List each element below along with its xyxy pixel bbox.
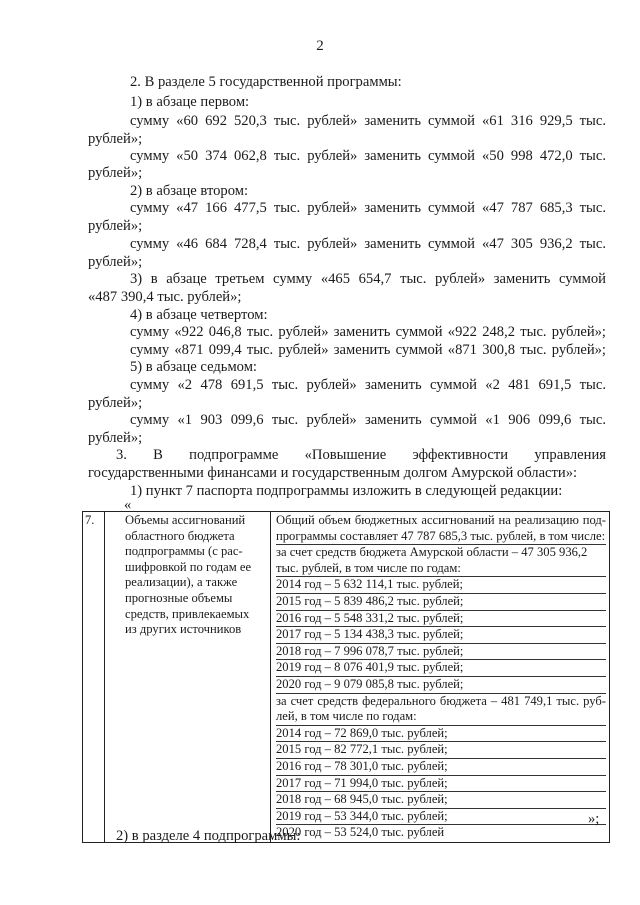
year-line: 2020 год – 9 079 085,8 тыс. рублей; <box>276 677 606 694</box>
year-line: 2015 год – 82 772,1 тыс. рублей; <box>276 742 606 759</box>
label-line: реализации), а также <box>125 575 238 590</box>
value-line: за счет средств федерального бюджета – 481 749,1 тыс. руб- <box>276 693 606 708</box>
item-2-heading: 2) в абзаце втором: <box>130 183 249 199</box>
paragraph-line: рублей»; <box>88 395 143 411</box>
year-line: 2020 год – 53 524,0 тыс. рублей <box>276 825 445 840</box>
year-line: 2016 год – 5 548 331,2 тыс. рублей; <box>276 611 606 628</box>
table-row <box>83 512 610 843</box>
paragraph-line: рублей»; <box>88 165 143 181</box>
paragraph-line: рублей»; <box>88 254 143 270</box>
year-line: 2014 год – 72 869,0 тыс. рублей; <box>276 726 606 743</box>
paragraph-line: сумму «871 099,4 тыс. рублей» заменить суммой «871 300,8 тыс. рублей»; <box>130 342 606 358</box>
value-line: лей, в том числе по годам: <box>276 709 606 726</box>
paragraph-line: сумму «1 903 099,6 тыс. рублей» заменить суммой «1 906 099,6 тыс. <box>130 412 606 428</box>
row-value <box>271 512 610 843</box>
label-line: прогнозные объемы <box>125 590 233 605</box>
paragraph-line: сумму «60 692 520,3 тыс. рублей» заменить суммой «61 316 929,5 тыс. <box>130 113 606 129</box>
paragraph-line: рублей»; <box>88 218 143 234</box>
section-2-heading: 2. В разделе 5 государственной программы: <box>130 74 402 90</box>
label-line: Объемы ассигнований <box>125 513 246 527</box>
page-number: 2 <box>316 38 324 54</box>
label-line: областного бюджета <box>125 528 235 543</box>
value-line: программы составляет 47 787 685,3 тыс. рублей, в том числе: <box>276 529 606 546</box>
paragraph-line: рублей»; <box>88 430 143 446</box>
paragraph-line: сумму «50 374 062,8 тыс. рублей» заменить суммой «50 998 472,0 тыс. <box>130 148 606 164</box>
year-line: 2018 год – 68 945,0 тыс. рублей; <box>276 792 606 809</box>
year-line: 2015 год – 5 839 486,2 тыс. рублей; <box>276 594 606 611</box>
paragraph-line: «487 390,4 тыс. рублей»; <box>88 289 242 305</box>
item-1-heading: 1) в абзаце первом: <box>130 94 250 110</box>
item-5-heading: 5) в абзаце седьмом: <box>130 359 257 375</box>
paragraph-line: сумму «2 478 691,5 тыс. рублей» заменить суммой «2 481 691,5 тыс. <box>130 377 606 393</box>
row-number: 7. <box>83 512 105 843</box>
year-line: 2017 год – 5 134 438,3 тыс. рублей; <box>276 627 606 644</box>
value-line: тыс. рублей, в том числе по годам: <box>276 561 606 578</box>
value-line: Общий объем бюджетных ассигнований на реализацию под- <box>276 513 606 527</box>
value-line: за счет средств бюджета Амурской области – 47 305 936,2 <box>276 545 588 560</box>
item-4-heading: 4) в абзаце четвертом: <box>130 307 268 323</box>
label-line: средств, привлекаемых <box>125 606 250 621</box>
label-line: шифровкой по годам ее <box>125 559 252 574</box>
year-line: 2019 год – 8 076 401,9 тыс. рублей; <box>276 660 606 677</box>
item-1-heading: 1) пункт 7 паспорта подпрограммы изложить в следующей редакции: <box>130 483 563 499</box>
section-3-heading: 3. В подпрограмме «Повышение эффективности управления <box>116 447 606 463</box>
year-line: 2019 год – 53 344,0 тыс. рублей; <box>276 809 606 826</box>
year-line: 2017 год – 71 994,0 тыс. рублей; <box>276 776 606 793</box>
paragraph-line: 3) в абзаце третьем сумму «465 654,7 тыс. рублей» заменить суммой <box>130 271 606 287</box>
row-label <box>105 512 271 843</box>
paragraph-line: сумму «46 684 728,4 тыс. рублей» заменить суммой «47 305 936,2 тыс. <box>130 236 606 252</box>
passport-table <box>82 511 610 843</box>
closing-quote: »; <box>588 811 600 827</box>
year-line: 2014 год – 5 632 114,1 тыс. рублей; <box>276 577 606 594</box>
paragraph-line: сумму «47 166 477,5 тыс. рублей» заменить суммой «47 787 685,3 тыс. <box>130 200 606 216</box>
paragraph-line: рублей»; <box>88 131 143 147</box>
opening-quote: « <box>124 497 132 513</box>
label-line: подпрограммы (с рас- <box>125 544 243 559</box>
item-2-heading: 2) в разделе 4 подпрограммы: <box>116 828 301 844</box>
paragraph-line: государственными финансами и государственным долгом Амурской области»: <box>88 465 578 481</box>
year-line: 2016 год – 78 301,0 тыс. рублей; <box>276 759 606 776</box>
year-line: 2018 год – 7 996 078,7 тыс. рублей; <box>276 644 606 661</box>
label-line: из других источников <box>125 622 242 637</box>
paragraph-line: сумму «922 046,8 тыс. рублей» заменить суммой «922 248,2 тыс. рублей»; <box>130 324 606 340</box>
